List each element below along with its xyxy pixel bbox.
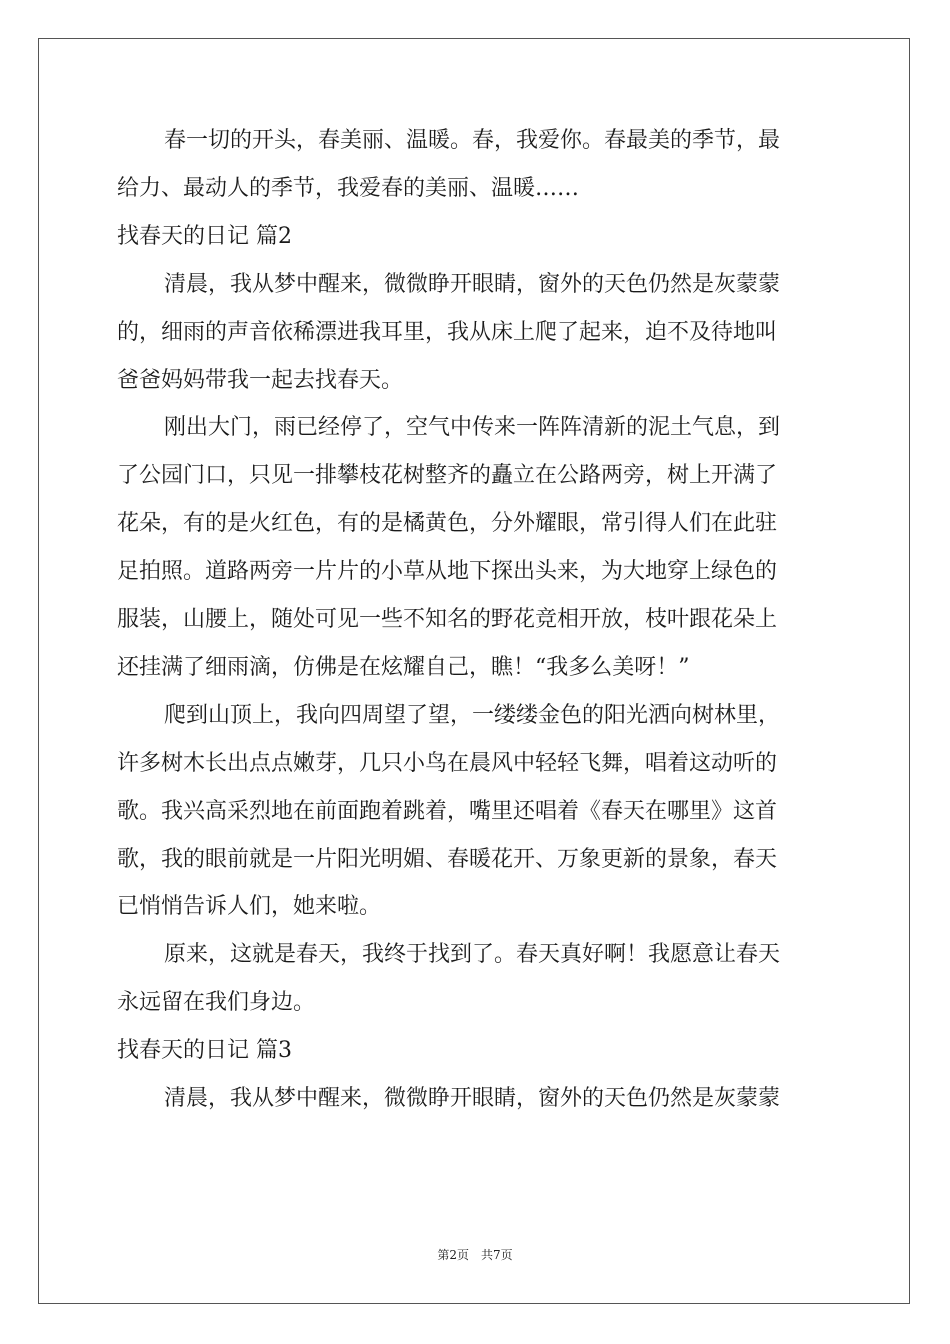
paragraph-line: 许多树木长出点点嫩芽，几只小鸟在晨风中轻轻飞舞，唱着这动听的: [117, 751, 778, 776]
section-heading: 找春天的日记 篇3: [117, 1038, 292, 1063]
paragraph-line: 已悄悄告诉人们，她来啦。: [117, 894, 382, 919]
paragraph-line: 歌。我兴高采烈地在前面跑着跳着，嘴里还唱着《春天在哪里》这首: [117, 799, 778, 824]
paragraph-line: 花朵，有的是火红色，有的是橘黄色，分外耀眼，常引得人们在此驻: [117, 511, 778, 536]
section-heading: 找春天的日记 篇2: [117, 224, 292, 249]
paragraph-line: 的，细雨的声音依稀漂进我耳里，我从床上爬了起来，迫不及待地叫: [117, 320, 778, 345]
paragraph-line: 服装，山腰上，随处可见一些不知名的野花竞相开放，枝叶跟花朵上: [117, 607, 778, 632]
paragraph-line: 足拍照。道路两旁一片片的小草从地下探出头来，为大地穿上绿色的: [117, 559, 778, 584]
paragraph-line: 爸爸妈妈带我一起去找春天。: [117, 368, 404, 393]
paragraph-line: 原来，这就是春天，我终于找到了。春天真好啊！我愿意让春天: [164, 942, 781, 967]
paragraph-line: 清晨，我从梦中醒来，微微睁开眼睛，窗外的天色仍然是灰蒙蒙: [164, 272, 781, 297]
paragraph-line: 永远留在我们身边。: [117, 990, 316, 1015]
paragraph-line: 爬到山顶上，我向四周望了望，一缕缕金色的阳光洒向树林里，: [164, 703, 781, 728]
paragraph-line: 春一切的开头，春美丽、温暖。春，我爱你。春最美的季节，最: [164, 128, 781, 153]
paragraph-line: 刚出大门，雨已经停了，空气中传来一阵阵清新的泥土气息，到: [164, 415, 781, 440]
paragraph-line: 给力、最动人的季节，我爱春的美丽、温暖……: [117, 176, 580, 201]
paragraph-line: 歌，我的眼前就是一片阳光明媚、春暖花开、万象更新的景象，春天: [117, 847, 778, 872]
paragraph-line: 清晨，我从梦中醒来，微微睁开眼睛，窗外的天色仍然是灰蒙蒙: [164, 1086, 781, 1111]
page-footer: 第2页 共7页: [437, 1248, 513, 1262]
paragraph-line: 了公园门口，只见一排攀枝花树整齐的矗立在公路两旁，树上开满了: [117, 463, 778, 488]
paragraph-line: 还挂满了细雨滴，仿佛是在炫耀自己，瞧！“我多么美呀！”: [117, 655, 690, 680]
